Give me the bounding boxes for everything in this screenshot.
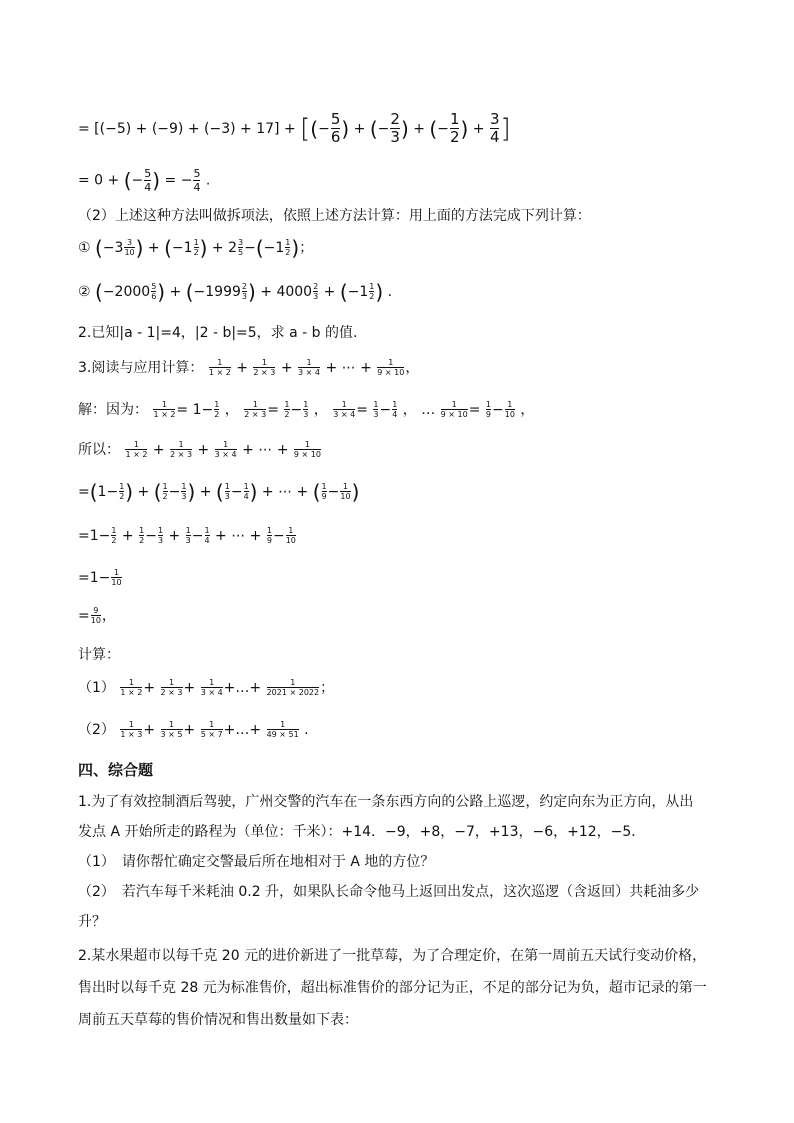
s1-question-2: （2） 若汽车每千米耗油 0.2 升，如果队长命令他马上返回出发点，这次巡逻（含返回）共耗油多少	[78, 884, 700, 900]
s1-line-1: 1.为了有效控制酒后驾驶，广州交警的汽车在一条东西方向的公路上巡逻，约定向东为正方向，从出	[78, 794, 694, 810]
equation-line-2: = 0 + (− $\frac{5}{4}$ ) = − $\frac{5}{4}$ .	[78, 167, 211, 194]
exercise-item-2: ② (−2000 $\frac{5}{6}$ ) + (−1999 $\frac{2}{3}$ ) + 4000 $\frac{2}{3}$ + (−1 $\frac{1}{2}$ ) .	[78, 280, 393, 304]
equation-line-1: = [(−5) + (−9) + (−3) + 17] + [(− $\frac{5}{6}$ ) + (− $\frac{2}{3}$ ) + (− $\frac{1}{2}$ ) + $\frac{3}{4}$ ]	[78, 110, 511, 146]
s1-line-2: 发点 A 开始所走的路程为（单位：千米）：+14．−9，+8，−7，+13，−6，+12，−5．	[78, 824, 646, 840]
solution-step-2: =1− $\frac{1}{2}$ + $\frac{1}{2}$ − $\frac{1}{3}$ + $\frac{1}{3}$ − $\frac{1}{4}$ + ⋯ + $\frac{1}{9}$ − $\frac{1}{10}$	[78, 525, 296, 545]
section-heading: 四、综合题	[78, 761, 154, 779]
solution-intro-line: 解：因为： $\frac{1}{1 \times 2}$ = 1− $\frac{1}{2}$ ， $\frac{1}{2 \times 3}$ = $\frac{1}{2}$ − $\frac{1}{3}$ ， $\frac{1}{3 \times 4}$ = $\frac{1}{3}$ − $\frac{1}{4}$ ， … $\frac{1}{9 \times 10}$ = $\frac{1}{9}$ − $\frac{1}{10}$ ，	[78, 399, 535, 419]
s2-line-2: 售出时以每千克 28 元为标准售价，超出标准售价的部分记为正，不足的部分记为负，超市记录的第一	[78, 980, 707, 996]
solution-step-3: =1− $\frac{1}{10}$	[78, 567, 122, 587]
s2-line-3: 周前五天草莓的售价情况和售出数量如下表：	[78, 1012, 358, 1028]
problem-3-line: 3.阅读与应用计算： $\frac{1}{1 \times 2}$ + $\frac{1}{2 \times 3}$ + $\frac{1}{3 \times 4}$ + ⋯ + $\frac{1}{9 \times 10}$ ，	[78, 357, 420, 377]
compute-item-2: （2） $\frac{1}{1 \times 3}$ + $\frac{1}{3 \times 5}$ + $\frac{1}{5 \times 7}$ +…+ $\frac{1}{49 \times 51}$ .	[78, 719, 309, 739]
question-2-text: （2）上述这种方法叫做拆项法，依照上述方法计算：用上面的方法完成下列计算：	[78, 208, 591, 224]
therefore-line: 所以： $\frac{1}{1 \times 2}$ + $\frac{1}{2 \times 3}$ + $\frac{1}{3 \times 4}$ + ⋯ + $\frac{1}{9 \times 10}$	[78, 439, 321, 459]
s1-question-2-cont: 升？	[78, 914, 106, 930]
solution-result: = $\frac{9}{10}$ ，	[78, 605, 116, 625]
s1-question-1: （1） 请你帮忙确定交警最后所在地相对于 A 地的方位？	[78, 854, 435, 870]
compute-item-1: （1） $\frac{1}{1 \times 2}$ + $\frac{1}{2 \times 3}$ + $\frac{1}{3 \times 4}$ +…+ $\frac{1}{2021 \times 2022}$ ；	[78, 677, 335, 697]
compute-label: 计算：	[78, 647, 120, 663]
exercise-item-1: ① (−3 $\frac{3}{10}$ ) + (−1 $\frac{1}{2}$ ) + 2 $\frac{3}{5}$ −(−1 $\frac{1}{2}$ )；	[78, 236, 314, 260]
s2-line-1: 2.某水果超市以每千克 20 元的进价新进了一批草莓，为了合理定价，在第一周前五天试行变动价格，	[78, 948, 707, 964]
problem-2-text: 2.已知|a - 1|=4，|2 - b|=5，求 a - b 的值.	[78, 325, 358, 341]
solution-step-1: =(1− $\frac{1}{2}$ ) + ( $\frac{1}{2}$ − $\frac{1}{3}$ ) + ( $\frac{1}{3}$ − $\frac{1}{4}$ ) + ⋯ + ( $\frac{1}{9}$ − $\frac{1}{10}$ )	[78, 480, 360, 504]
